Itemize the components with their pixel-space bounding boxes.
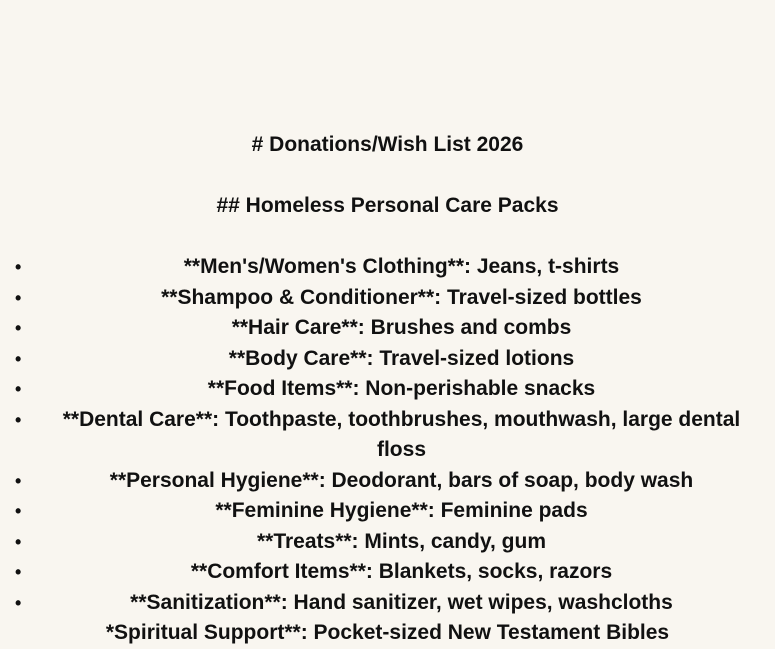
list-item-text: **Comfort Items**: Blankets, socks, razors <box>190 560 613 583</box>
list-item <box>0 405 775 466</box>
page-title: # Donations/Wish List 2026 <box>251 133 524 156</box>
trailing-line: *Spiritual Support**: Pocket-sized New Testament Bibles <box>105 621 670 644</box>
bullet-icon: • <box>15 257 22 277</box>
bullet-icon: • <box>15 470 22 491</box>
bullet-icon: • <box>15 531 22 552</box>
list-item-text: **Feminine Hygiene**: Feminine pads <box>215 499 588 522</box>
list-item <box>0 283 775 314</box>
list-item-text: **Personal Hygiene**: Deodorant, bars of soap, body wash <box>109 468 694 492</box>
bullet-icon: • <box>15 318 22 338</box>
list-item <box>0 557 775 588</box>
list-item <box>0 252 775 283</box>
list-item-text: **Hair Care**: Brushes and combs <box>231 316 572 339</box>
bullet-icon: • <box>15 348 22 369</box>
list-item <box>0 496 775 527</box>
list-item-text: **Sanitization**: Hand sanitizer, wet wipes, washcloths <box>130 590 673 614</box>
list-item <box>0 344 775 375</box>
bullet-icon: • <box>15 379 22 399</box>
list-item-text: **Dental Care**: Toothpaste, toothbrushes, mouthwash, large dental floss <box>62 407 741 461</box>
section-heading: ## Homeless Personal Care Packs <box>216 194 559 217</box>
document <box>0 130 775 649</box>
list-item <box>0 588 775 619</box>
bullet-icon: • <box>15 501 22 521</box>
bullet-icon: • <box>15 287 22 308</box>
list-item-text: **Treats**: Mints, candy, gum <box>256 529 547 553</box>
list-item-text: **Shampoo & Conditioner**: Travel-sized bottles <box>161 285 642 309</box>
list-item <box>0 466 775 497</box>
bullet-icon: • <box>15 562 22 582</box>
list-item-text: **Body Care**: Travel-sized lotions <box>228 346 575 370</box>
list-item <box>0 313 775 344</box>
wish-list <box>0 252 775 618</box>
bullet-icon: • <box>15 409 22 430</box>
bullet-icon: • <box>15 592 22 613</box>
list-item-text: **Food Items**: Non-perishable snacks <box>207 377 596 400</box>
list-item-text: **Men's/Women's Clothing**: Jeans, t-shirts <box>183 255 620 278</box>
list-item <box>0 374 775 405</box>
list-item <box>0 527 775 558</box>
